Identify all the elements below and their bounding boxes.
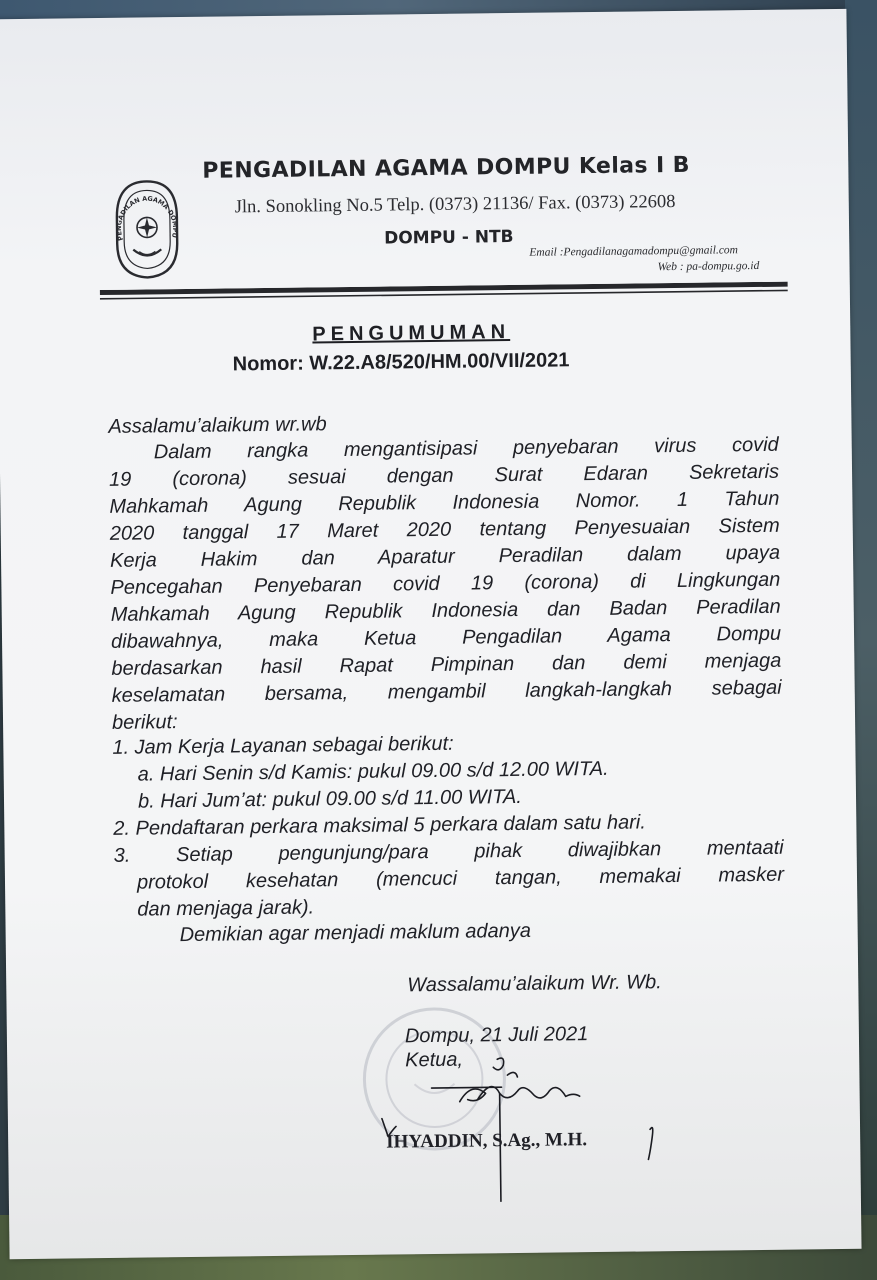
paragraph-line: Pencegahan Penyebaran covid 19 (corona) di Lingkungan	[110, 568, 781, 599]
paragraph-line: Mahkamah Agung Republik Indonesia Nomor. 1 Tahun	[109, 487, 780, 518]
announcement-number: Nomor: W.22.A8/520/HM.00/VII/2021	[232, 349, 570, 376]
institution-web: Web : pa-dompu.go.id	[657, 259, 760, 274]
list-item-2: 2. Pendaftaran perkara maksimal 5 perkara dalam satu hari.	[113, 811, 646, 840]
paragraph-line: Dalam rangka mengantisipasi penyebaran virus covid	[153, 433, 779, 464]
announcement-title: PENGUMUMAN	[312, 321, 511, 346]
list-item-1a: a. Hari Senin s/d Kamis: pukul 09.00 s/d 12.00 WITA.	[137, 757, 609, 786]
handwritten-signature	[373, 1048, 665, 1205]
letterhead-divider	[100, 282, 788, 302]
signing-place-date: Dompu, 21 Juli 2021	[404, 1023, 589, 1048]
paragraph-line: keselamatan bersama, mengambil langkah-langkah sebagai	[111, 676, 782, 707]
signer-position: Ketua,	[405, 1048, 464, 1072]
closing-salam: Wassalamu’alaikum Wr. Wb.	[407, 971, 662, 997]
paragraph-line: berikut:	[111, 711, 178, 734]
list-item-1: 1. Jam Kerja Layanan sebagai berikut:	[112, 732, 454, 759]
institution-email: Email :Pengadilanagamadompu@gmail.com	[529, 244, 739, 259]
signer-name: IHYADDIN, S.Ag., M.H.	[386, 1129, 588, 1153]
paragraph-line: 19 (corona) sesuai dengan Surat Edaran Sekretaris	[108, 460, 780, 491]
institution-name: PENGADILAN AGAMA DOMPU Kelas I B	[202, 152, 690, 184]
institution-city: DOMPU - NTB	[384, 226, 514, 249]
institution-address: Jln. Sonokling No.5 Telp. (0373) 21136/ Fax. (0373) 22608	[234, 191, 676, 218]
svg-text:PENGADILAN AGAMA DOMPU: PENGADILAN AGAMA DOMPU	[114, 194, 180, 242]
list-item-3-cont: dan menjaga jarak).	[137, 896, 315, 921]
paragraph-line: dibawahnya, maka Ketua Pengadilan Agama Dompu	[110, 622, 782, 653]
greeting: Assalamu’alaikum wr.wb	[108, 413, 327, 438]
paragraph-line: berdasarkan hasil Rapat Pimpinan dan demi menjaga	[111, 649, 782, 680]
paragraph-line: Kerja Hakim dan Aparatur Peradilan dalam upaya	[109, 541, 781, 572]
paragraph-line: 2020 tanggal 17 Maret 2020 tentang Penyesuaian Sistem	[109, 514, 780, 545]
list-item-3-cont: protokol kesehatan (mencuci tangan, memakai masker	[136, 863, 785, 894]
list-item-1b: b. Hari Jum’at: pukul 09.00 s/d 11.00 WITA.	[137, 785, 523, 813]
paragraph-line: Mahkamah Agung Republik Indonesia dan Badan Peradilan	[110, 595, 781, 626]
closing-text: Demikian agar menjadi maklum adanya	[179, 919, 532, 947]
court-logo-icon	[112, 177, 181, 280]
list-item-3: 3. Setiap pengunjung/para pihak diwajibkan mentaati	[113, 836, 784, 867]
letter-paper	[0, 9, 862, 1259]
